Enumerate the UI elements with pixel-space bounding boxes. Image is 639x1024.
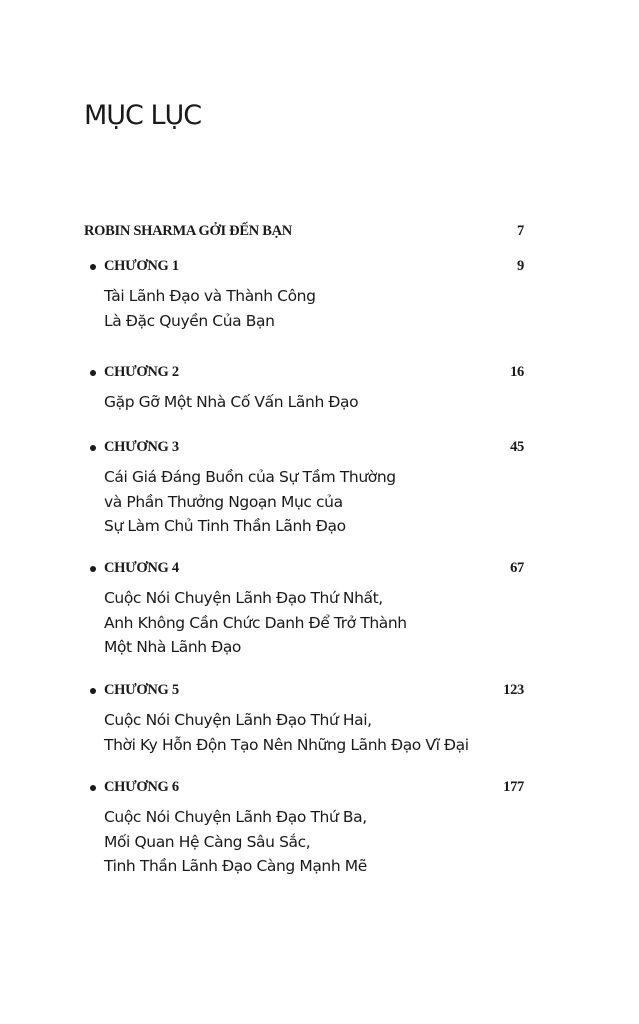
toc-entry-chapter-3 [84,438,524,539]
bullet-icon [90,264,96,270]
entry-page: 16 [510,364,524,380]
toc-entry-chapter-6 [84,778,524,879]
entry-line: Anh Không Cần Chức Danh Để Trở Thành [104,613,407,632]
entry-line: Cái Giá Đáng Buồn của Sự Tầm Thường [104,468,396,486]
entry-line: Sự Làm Chủ Tinh Thần Lãnh Đạo [104,517,346,535]
entry-line: Tài Lãnh Đạo và Thành Công [104,287,316,305]
entry-page: 123 [503,682,524,698]
bullet-icon [90,370,96,376]
entry-line: và Phần Thưởng Ngoạn Mục của [104,492,343,511]
entry-line: Mối Quan Hệ Càng Sâu Sắc, [104,832,311,851]
entry-line: Là Đặc Quyền Của Bạn [104,311,275,330]
entry-page: 67 [510,560,524,576]
bullet-icon [90,688,96,694]
toc-entry-chapter-2 [84,363,524,415]
toc-entry-chapter-4 [84,559,524,660]
bullet-icon [90,566,96,572]
entry-line: Cuộc Nói Chuyện Lãnh Đạo Thứ Nhất, [104,589,383,607]
entry-label: CHƯƠNG 1 [104,258,179,274]
bullet-icon [90,445,96,451]
entry-page: 9 [517,258,524,274]
entry-line: Tinh Thần Lãnh Đạo Càng Mạnh Mẽ [104,857,367,875]
entry-line: Gặp Gỡ Một Nhà Cố Vấn Lãnh Đạo [104,393,359,411]
entry-line: Thời Ky Hỗn Độn Tạo Nên Những Lãnh Đạo Vĩ Đại [104,735,469,754]
toc-entry-intro [84,222,524,244]
entry-label: CHƯƠNG 3 [104,439,179,455]
entry-line: Một Nhà Lãnh Đạo [104,638,242,656]
toc-entry-chapter-1 [84,257,524,333]
entry-page: 177 [503,779,524,795]
page-title: MỤC LỤC [84,100,202,131]
entry-label: CHƯƠNG 4 [104,560,179,576]
toc-entry-chapter-5 [84,681,524,757]
entry-line: Cuộc Nói Chuyện Lãnh Đạo Thứ Ba, [104,808,367,826]
entry-label: CHƯƠNG 2 [104,364,179,380]
entry-label: CHƯƠNG 5 [104,682,179,698]
entry-label: CHƯƠNG 6 [104,779,179,795]
entry-line: Cuộc Nói Chuyện Lãnh Đạo Thứ Hai, [104,711,372,729]
entry-page: 45 [510,439,524,455]
entry-label: ROBIN SHARMA GỞI ĐẾN BẠN [84,223,292,239]
bullet-icon [90,785,96,791]
entry-page: 7 [517,223,524,239]
